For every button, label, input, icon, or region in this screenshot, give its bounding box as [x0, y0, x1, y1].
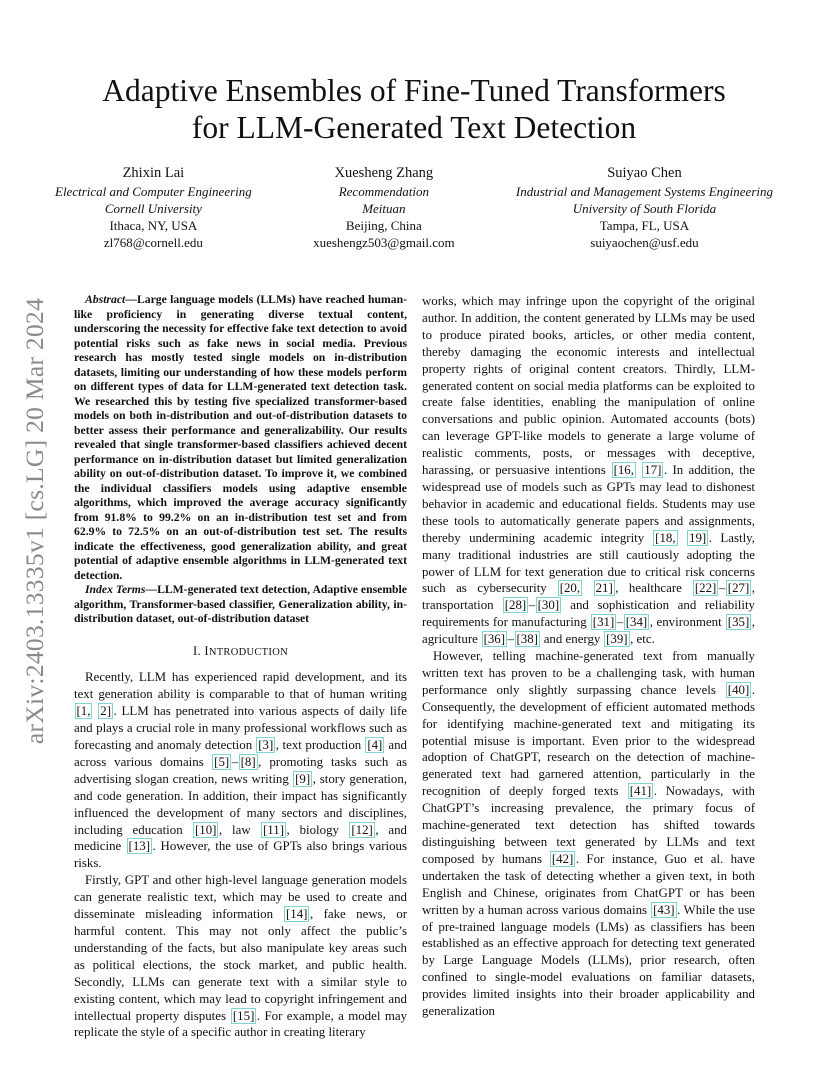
- abstract-label: Abstract: [85, 293, 126, 306]
- citation-link[interactable]: [13]: [128, 839, 151, 854]
- section-title-initial: I: [204, 643, 209, 658]
- paragraph: Firstly, GPT and other high-level language generation models can generate realistic text, which may be used to create and disseminate misleading information [14] , fake news, or harmful content. This may not only affect the public’s understanding of the facts, but also manipulate key areas such as political elections, the stock market, and public health. Secondly, LLMs can generate text with a similar style to existing content, which may lead to copyright infringement and intellectual property disputes [15] . For example, a model may replicate the style of a specific author in creating literary: [74, 873, 408, 1040]
- citation-link[interactable]: [10]: [195, 822, 217, 837]
- author-name: Suiyao Chen: [607, 165, 682, 181]
- citation-link[interactable]: 17]: [644, 463, 662, 478]
- section-number: I.: [193, 643, 201, 658]
- index-terms-label: Index Terms: [85, 583, 146, 596]
- citation-link[interactable]: [1,: [76, 704, 91, 719]
- citation-link[interactable]: [9]: [295, 771, 311, 786]
- citation-link[interactable]: [12]: [351, 822, 373, 837]
- abstract: [74, 293, 407, 583]
- citation-link[interactable]: [16,: [613, 463, 634, 478]
- paper-title: [60, 72, 768, 146]
- paragraph: However, telling machine-generated text from manually written text has proven to be a challenging task, with human performance only slightly surpassing chance levels [40] . Consequently, the development of efficient automated methods for identifying machine-generated text and mitigating its potential misuse is important. Even prior to the widespread adoption of ChatGPT, research on the detection of machine-generated text had garnered attention, particularly in the recognition of deeply forged texts [41] . Nowadays, with ChatGPT’s increasing prevalence, the primary focus of machine-generated text detection has shifted towards distinguishing between text generated by LLMs and text composed by humans [42] . For instance, Guo et al. have undertaken the task of detecting whether a given text, in both English and Chinese, originates from ChatGPT or has been written by a human across various domains [43] . While the use of pre-trained language models (LMs) as classifiers has been established as an effective approach for detecting text generated by Large Language Models (LLMs), prior research, often confined to single-model evaluations on familiar datasets, provides limited insights into their broader applicability and generalization: [422, 649, 755, 1019]
- author-name: Zhixin Lai: [122, 165, 185, 181]
- author-1: [55, 163, 252, 251]
- right-column: [422, 293, 755, 1020]
- abstract-text: —Large language models (LLMs) have reached human-like proficiency in generating diverse textual content, underscoring the necessity for effective fake text detection to avoid potential risks such as fake news in social media. Previous research has mostly tested single models on in-distribution datasets, limiting our understanding of how these models perform on different types of data for LLM-generated text detection task. We researched this by testing five specialized transformer-based models on both in-distribution and out-of-distribution datasets to better assess their performance and generalizability. Our results revealed that single transformer-based classifiers achieved decent performance on in-distribution dataset but limited generalization ability on out-of-distribution dataset. To improve it, we combined the individual classifiers models using adaptive ensemble algorithms, which improved the average accuracy significantly from 91.8% to 99.2% on an in-distribution test set and from 62.9% to 72.5% on an out-of-distribution test set. The results indicate the effectiveness, good generalization ability, and great potential of adaptive ensemble algorithms in LLM-generated text detection.: [74, 293, 407, 582]
- author-2: [313, 163, 455, 251]
- section-title-rest: NTRODUCTION: [208, 646, 288, 658]
- author-3: [516, 163, 773, 251]
- author-institution: Cornell University: [104, 201, 202, 216]
- citation-link[interactable]: [31]: [592, 615, 615, 630]
- citation-link[interactable]: 2]: [100, 704, 112, 719]
- index-terms-text: —LLM-generated text detection, Adaptive ensemble algorithm, Transformer-based classifier, Generalization ability, in-distribution dataset, out-of-distribution dataset: [74, 583, 407, 625]
- paragraph: works, which may infringe upon the copyright of the original author. In addition, the content generated by LLMs may be used to produce pirated books, articles, or other media content, thereby damaging the economic interests and intellectual property rights of original content creators. Thirdly, LLM-generated content on social media platforms can be exploited to create false identities, enabling the manipulation of online conversations and public opinion. Automated accounts (bots) can leverage GPT-like models to generate a large volume of realistic comments, posts, or messages with deceptive, harassing, or persuasive intentions [16, 17] . In addition, the widespread use of models such as GPTs may lead to dishonest behavior in academic and educational fields. Students may use these tools to automatically generate papers and assignments, thereby undermining academic integrity [18, 19] . Lastly, many traditional industries are still cautiously adopting the power of LLM for text generation due to critical risk concerns such as cybersecurity [20, 21] , healthcare [22] – [27] , transportation [28] – [30] and sophistication and reliability requirements for manufacturing [31] – [34] , environment [35] , agriculture [36] – [38] and energy [39] , etc.: [422, 294, 756, 647]
- title-line-1: Adaptive Ensembles of Fine-Tuned Transformers: [102, 73, 726, 108]
- author-location: Ithaca, NY, USA: [109, 218, 198, 233]
- citation-link[interactable]: [41]: [629, 784, 652, 799]
- citation-link[interactable]: [39]: [606, 632, 628, 647]
- author-email[interactable]: zl768@cornell.edu: [103, 235, 203, 250]
- left-column: [74, 293, 407, 1041]
- author-location: Tampa, FL, USA: [599, 218, 690, 233]
- citation-link[interactable]: [4]: [367, 738, 383, 753]
- citation-link[interactable]: 19]: [689, 530, 707, 545]
- author-affiliation: Recommendation: [338, 184, 429, 199]
- citation-link[interactable]: [27]: [727, 581, 750, 596]
- citation-link[interactable]: [18,: [655, 530, 676, 545]
- index-terms: [74, 583, 407, 627]
- section-heading-introduction: [74, 643, 407, 662]
- citation-link[interactable]: [20,: [559, 581, 581, 596]
- author-email[interactable]: suiyaochen@usf.edu: [590, 235, 699, 250]
- title-line-2: for LLM-Generated Text Detection: [191, 110, 637, 145]
- citation-link[interactable]: [11]: [263, 822, 285, 837]
- citation-link[interactable]: [34]: [625, 615, 648, 630]
- author-location: Beijing, China: [345, 218, 422, 233]
- left-body-text: [74, 669, 407, 1041]
- author-email[interactable]: xueshengz503@gmail.com: [313, 235, 455, 250]
- arxiv-identifier: arXiv:2403.13335v1 [cs.LG] 20 Mar 2024: [20, 297, 49, 744]
- author-affiliation: Electrical and Computer Engineering: [55, 184, 252, 199]
- citation-link[interactable]: [15]: [232, 1008, 255, 1023]
- citation-link[interactable]: [22]: [694, 581, 717, 596]
- citation-link[interactable]: [42]: [551, 851, 574, 866]
- right-body-text: [422, 293, 755, 1020]
- citation-link[interactable]: [35]: [727, 615, 750, 630]
- citation-link[interactable]: [30]: [537, 598, 560, 613]
- citation-link[interactable]: [36]: [483, 632, 506, 647]
- citation-link[interactable]: [8]: [240, 754, 256, 769]
- author-block: [55, 163, 773, 251]
- citation-link[interactable]: [40]: [727, 682, 750, 697]
- paragraph: Recently, LLM has experienced rapid development, and its text generation ability is comparable to that of human writing [1, 2] . LLM has penetrated into various aspects of daily life and plays a crucial role in many professional workflows such as forecasting and anomaly detection [3] , text production [4] and across various domains [5] – [8] , promoting tasks such as advertising slogan creation, news writing [9] , story generation, and code generation. In addition, their impact has significantly influenced the development of many sectors and disciplines, including education [10] , law [11] , biology [12] , and medicine [13] . However, the use of GPTs also brings various risks.: [74, 670, 408, 871]
- citation-link[interactable]: [14]: [285, 907, 308, 922]
- citation-link[interactable]: 21]: [595, 581, 613, 596]
- arxiv-side-stamp: [22, 283, 48, 758]
- author-affiliation: Industrial and Management Systems Engineering: [515, 184, 773, 199]
- citation-link[interactable]: [43]: [653, 902, 675, 917]
- citation-link[interactable]: [5]: [214, 754, 230, 769]
- citation-link[interactable]: [38]: [516, 632, 538, 647]
- citation-link[interactable]: [28]: [504, 598, 527, 613]
- author-institution: Meituan: [362, 201, 406, 216]
- citation-link[interactable]: [3]: [258, 738, 274, 753]
- author-name: Xuesheng Zhang: [334, 165, 434, 181]
- author-institution: University of South Florida: [572, 201, 717, 216]
